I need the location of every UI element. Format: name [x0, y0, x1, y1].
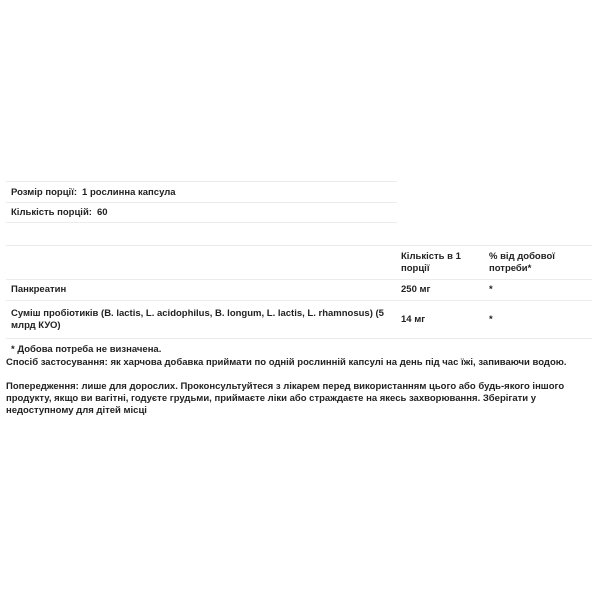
ingredient-daily-value: * [489, 284, 493, 295]
nutrition-table [6, 245, 592, 339]
servings-per-container-row [6, 202, 397, 223]
ingredient-name: Панкреатин [11, 284, 67, 295]
ingredient-amount: 250 мг [401, 284, 431, 295]
table-row [6, 301, 592, 339]
table-header [6, 246, 592, 280]
supplement-facts [6, 181, 592, 357]
table-row [6, 280, 592, 301]
ingredient-name: Суміш пробіотиків (B. lactis, L. acidophilus, B. longum, L. lactis, L. rhamnosus) (5 млрд КУО) [11, 307, 384, 331]
serving-size-label: Розмір порції: [11, 186, 78, 198]
daily-value-footnote: * Добова потреба не визначена. [11, 343, 162, 355]
servings-per-container-label: Кількість порцій: [11, 207, 92, 218]
header-daily-value: % від добової потреби* [489, 250, 555, 274]
servings-per-container-value: 60 [96, 207, 108, 218]
ingredient-amount: 14 мг [401, 313, 426, 325]
warnings-text: Попередження: лише для дорослих. Проконсультуйтеся з лікарем перед використанням цього або будь-якого іншого продукту, якщо ви вагітні, годуєте грудьми, приймаєте ліки або страждаєте на якесь захворювання. Зберігати у недоступному для дітей місці [6, 381, 565, 416]
serving-size-value: 1 рослинна капсула [82, 186, 176, 198]
serving-size-row [6, 181, 397, 202]
directions-text: Спосіб застосування: як харчова добавка приймати по одній рослинній капсулі на день під час їжі, запиваючи водою. [6, 357, 567, 368]
ingredient-daily-value: * [489, 313, 493, 325]
header-amount: Кількість в 1 порції [401, 250, 461, 274]
